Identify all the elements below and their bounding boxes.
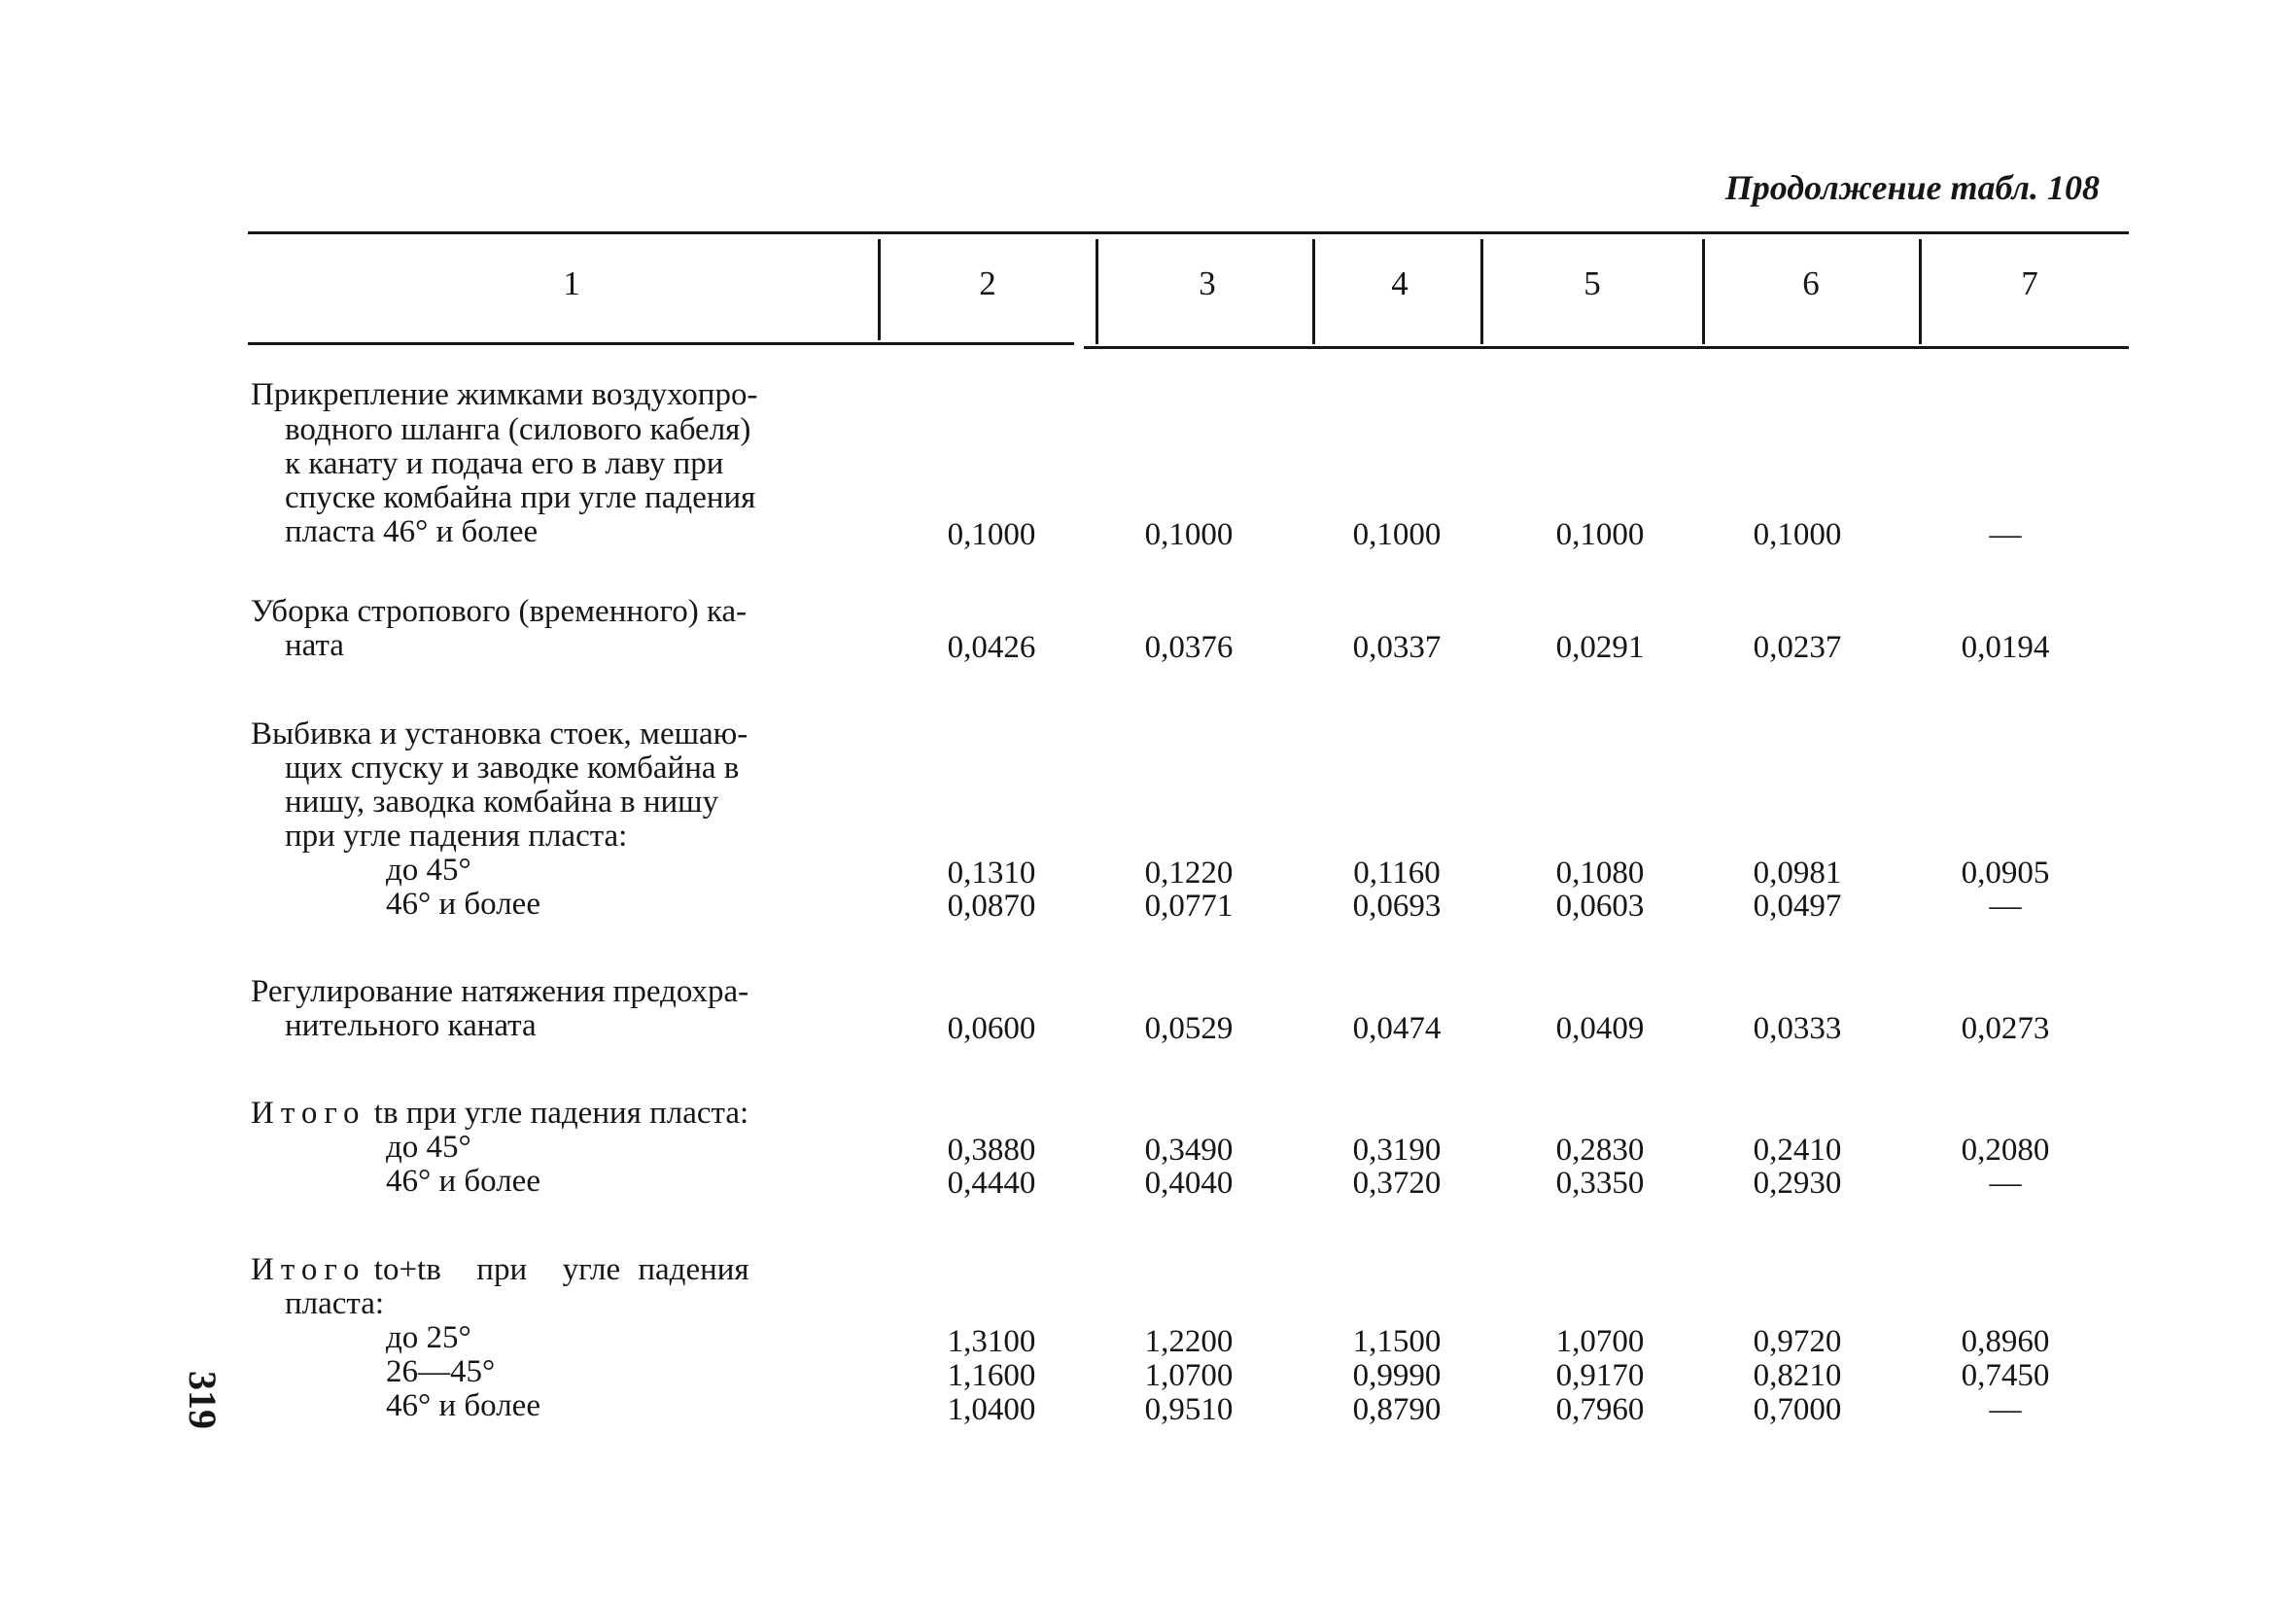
- row-label-line: ната: [285, 628, 344, 663]
- table-cell: 0,1220: [1144, 856, 1234, 891]
- table-cell: 0,0333: [1753, 1011, 1842, 1046]
- column-separator: [878, 239, 881, 340]
- subrow-label: до 45°: [386, 853, 471, 888]
- table-cell: 0,2410: [1753, 1133, 1842, 1168]
- table-cell: 0,0497: [1753, 889, 1842, 924]
- table-cell: 0,0603: [1555, 889, 1645, 924]
- table-cell: 1,0400: [947, 1392, 1036, 1427]
- table-cell: 1,0700: [1144, 1358, 1234, 1393]
- table-cell: —: [1989, 1392, 2022, 1427]
- total-label: Итого: [251, 1096, 366, 1131]
- table-cell: 0,0376: [1144, 630, 1234, 665]
- row-label-line: нительного каната: [285, 1008, 537, 1043]
- header-bottom-rule-left: [248, 342, 1074, 345]
- table-cell: 0,8210: [1753, 1358, 1842, 1393]
- row-label-line: Прикрепление жимками воздухопро-: [251, 377, 758, 412]
- table-cell: —: [1989, 1166, 2022, 1201]
- column-header-2: 2: [979, 264, 996, 302]
- table-cell: 0,0194: [1961, 630, 2050, 665]
- row-label-line: при угле падения пласта:: [285, 819, 628, 854]
- row-label-line: щих спуску и заводке комбайна в: [285, 751, 740, 786]
- table-cell: 0,3190: [1352, 1133, 1442, 1168]
- table-cell: 1,1500: [1352, 1324, 1442, 1359]
- table-cell: 0,9990: [1352, 1358, 1442, 1393]
- column-separator: [1919, 239, 1922, 344]
- column-header-5: 5: [1583, 264, 1601, 302]
- table-cell: 0,4440: [947, 1166, 1036, 1201]
- table-cell: 0,3880: [947, 1133, 1036, 1168]
- table-cell: 0,9720: [1753, 1324, 1842, 1359]
- table-cell: 0,1000: [1753, 517, 1842, 552]
- column-header-7: 7: [2021, 264, 2038, 302]
- row-label-line: спуске комбайна при угле падения: [285, 480, 756, 515]
- column-separator: [1480, 239, 1483, 344]
- row-label-line: Уборка стропового (временного) ка-: [251, 594, 748, 629]
- table-cell: 0,0291: [1555, 630, 1645, 665]
- table-cell: 0,1000: [1144, 517, 1234, 552]
- header-bottom-rule-right: [1084, 346, 2129, 349]
- table-cell: 0,0600: [947, 1011, 1036, 1046]
- column-separator: [1702, 239, 1705, 344]
- subrow-label: 46° и более: [386, 1164, 540, 1199]
- table-cell: 1,1600: [947, 1358, 1036, 1393]
- table-cell: 1,3100: [947, 1324, 1036, 1359]
- row-label-line: к канату и подача его в лаву при: [285, 446, 724, 481]
- table-cell: 0,1160: [1353, 856, 1441, 891]
- table-cell: 0,7000: [1753, 1392, 1842, 1427]
- row-label-line: [251, 1096, 748, 1131]
- table-cell: 1,0700: [1555, 1324, 1645, 1359]
- table-cell: 1,2200: [1144, 1324, 1234, 1359]
- column-header-4: 4: [1391, 264, 1409, 302]
- column-separator: [1096, 239, 1098, 344]
- table-cell: 0,0905: [1961, 856, 2050, 891]
- table-cell: 0,1310: [947, 856, 1036, 891]
- column-header-3: 3: [1199, 264, 1216, 302]
- row-label-line: Регулирование натяжения предохра-: [251, 974, 749, 1009]
- table-cell: 0,0693: [1352, 889, 1442, 924]
- column-header-1: 1: [563, 264, 580, 302]
- table-cell: 0,3490: [1144, 1133, 1234, 1168]
- column-header-6: 6: [1802, 264, 1820, 302]
- table-cell: 0,0771: [1144, 889, 1234, 924]
- table-cell: 0,8960: [1961, 1324, 2050, 1359]
- table-cell: 0,3350: [1555, 1166, 1645, 1201]
- table-cell: 0,1000: [1352, 517, 1442, 552]
- table-cell: 0,0237: [1753, 630, 1842, 665]
- subrow-label: 46° и более: [386, 1388, 540, 1423]
- table-cell: 0,0981: [1753, 856, 1842, 891]
- subrow-label: 26—45°: [386, 1354, 496, 1389]
- table-cell: 0,9170: [1555, 1358, 1645, 1393]
- table-cell: 0,7960: [1555, 1392, 1645, 1427]
- table-cell: 0,0273: [1961, 1011, 2050, 1046]
- subrow-label: до 25°: [386, 1320, 471, 1355]
- header-top-rule: [248, 231, 2129, 234]
- row-label-line: водного шланга (силового кабеля): [285, 412, 751, 447]
- table-cell: 0,1080: [1555, 856, 1645, 891]
- table-cell: 0,3720: [1352, 1166, 1442, 1201]
- table-cell: —: [1989, 889, 2022, 924]
- column-separator: [1312, 239, 1315, 344]
- table-cell: 0,2080: [1961, 1133, 2050, 1168]
- table-cell: 0,1000: [1555, 517, 1645, 552]
- table-cell: 0,4040: [1144, 1166, 1234, 1201]
- table-cell: 0,0409: [1555, 1011, 1645, 1046]
- table-cell: 0,0426: [947, 630, 1036, 665]
- total-label-rest: tо+tв при угле падения: [373, 1252, 749, 1287]
- table-cell: 0,0529: [1144, 1011, 1234, 1046]
- total-label-rest: tв при угле падения пласта:: [373, 1096, 749, 1131]
- table-cell: 0,8790: [1352, 1392, 1442, 1427]
- table-cell: 0,2930: [1753, 1166, 1842, 1201]
- page-number: 319: [181, 1371, 225, 1429]
- table-caption: Продолжение табл. 108: [1724, 168, 2100, 207]
- table-cell: 0,0337: [1352, 630, 1442, 665]
- subrow-label: до 45°: [386, 1130, 471, 1165]
- table-cell: 0,1000: [947, 517, 1036, 552]
- table-cell: 0,0474: [1352, 1011, 1442, 1046]
- subrow-label: 46° и более: [386, 887, 540, 922]
- table-cell: 0,0870: [947, 889, 1036, 924]
- row-label-line: Выбивка и установка стоек, мешаю-: [251, 717, 748, 752]
- row-label-line: нишу, заводка комбайна в нишу: [285, 785, 719, 820]
- row-label-line: пласта 46° и более: [285, 514, 539, 549]
- row-label-line: пласта:: [285, 1286, 385, 1321]
- table-cell: —: [1989, 517, 2022, 552]
- total-label: Итого: [251, 1252, 366, 1287]
- row-label-line: [251, 1252, 749, 1287]
- table-cell: 0,7450: [1961, 1358, 2050, 1393]
- table-cell: 0,2830: [1555, 1133, 1645, 1168]
- table-cell: 0,9510: [1144, 1392, 1234, 1427]
